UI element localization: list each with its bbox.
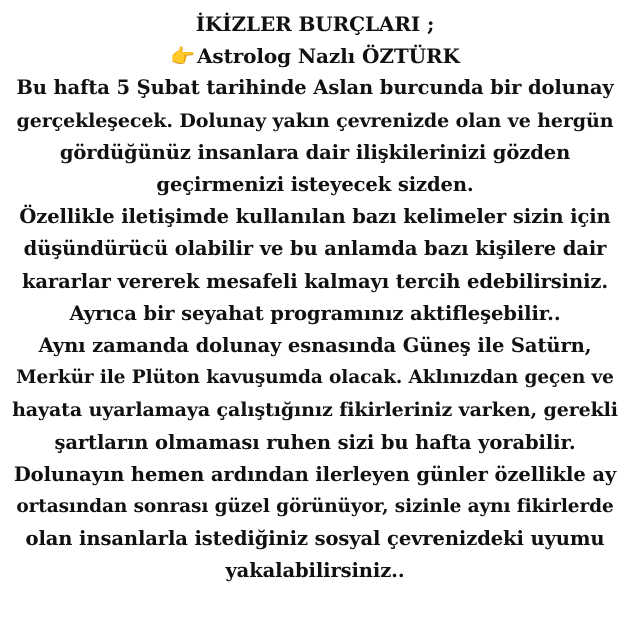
page-title: İKİZLER BURÇLARI ; [195, 12, 435, 36]
pointing-hand-icon: 👉 [170, 44, 195, 69]
body-line: gördüğünüz insanlara dair ilişkilerinizi gözden [59, 140, 571, 164]
body-line: hayata uyarlamaya çalıştığınız fikirleriniz varken, gerekli [12, 399, 618, 422]
body-line: Dolunayın hemen ardından ilerleyen günler özellikle ay [13, 462, 617, 486]
body-line: olan insanlarla istediğiniz sosyal çevrenizdeki uyumu [25, 527, 605, 551]
body-line: geçirmenizi isteyecek sizden. [156, 173, 474, 197]
body-line: Özellikle iletişimde kullanılan bazı kelimeler sizin için [19, 205, 611, 229]
body-line: gerçekleşecek. Dolunay yakın çevrenizde olan ve hergün [16, 109, 614, 132]
body-line: düşündürücü olabilir ve bu anlamda bazı kişilere dair [23, 237, 607, 261]
body-line: Bu hafta 5 Şubat tarihinde Aslan burcunda bir dolunay [16, 76, 614, 100]
body-line: şartların olmaması ruhen sizi bu hafta yorabilir. [54, 430, 576, 454]
body-line: Ayrıca bir seyahat programınız aktifleşebilir.. [69, 301, 561, 325]
body-line: yakalabilirsiniz.. [225, 559, 405, 583]
body-line: Aynı zamanda dolunay esnasında Güneş ile Satürn, [38, 334, 592, 358]
body-line: ortasından sonrası güzel görünüyor, sizinle aynı fikirlerde [16, 496, 614, 518]
author-name: Astrolog Nazlı ÖZTÜRK [197, 44, 460, 69]
body-line: Merkür ile Plüton kavuşumda olacak. Aklınızdan geçen ve [16, 367, 614, 389]
author-line [10, 40, 620, 72]
body-line: kararlar vererek mesafeli kalmayı tercih edebilirsiniz. [21, 269, 609, 293]
